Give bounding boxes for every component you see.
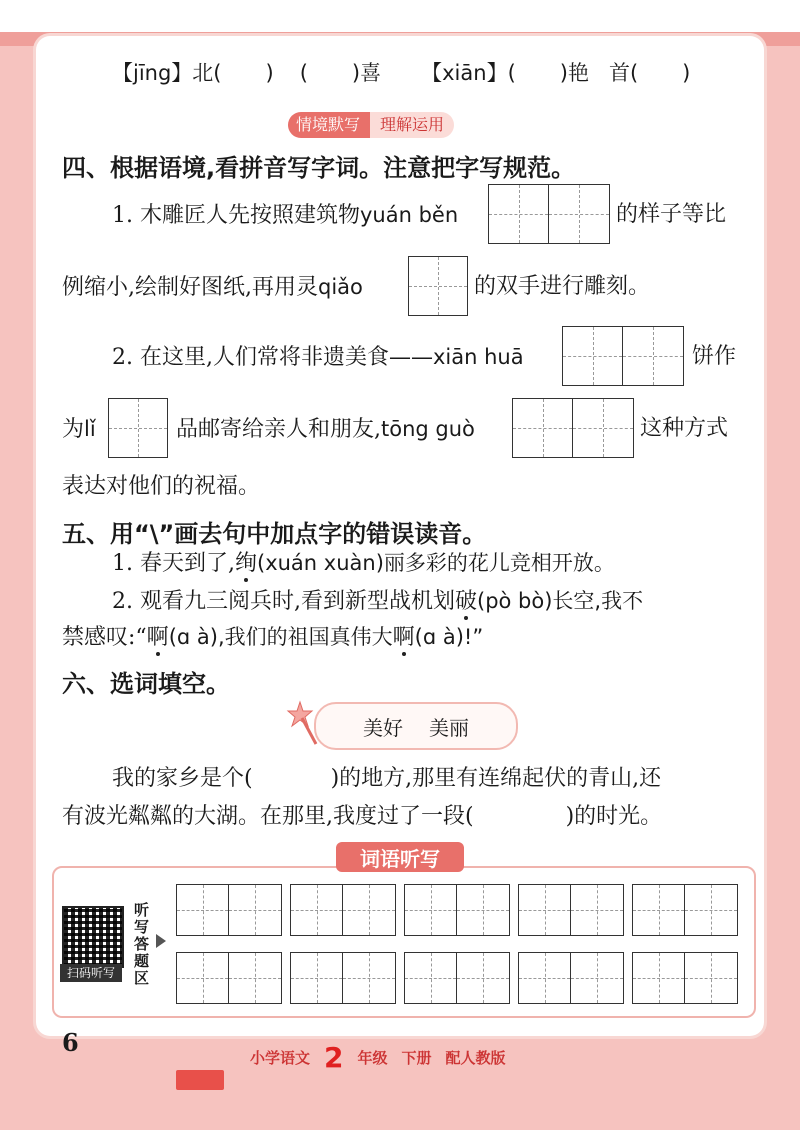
grid-cell[interactable] bbox=[633, 885, 685, 935]
text: 我的家乡是个( bbox=[112, 766, 253, 791]
pill-left: 情境默写 bbox=[288, 112, 370, 138]
footer-grade-number: 2 bbox=[324, 1040, 344, 1074]
section-pill bbox=[288, 112, 454, 138]
text: 有波光粼粼的大湖。在那里,我度过了一段( bbox=[62, 804, 474, 829]
answer-grid[interactable] bbox=[512, 398, 634, 458]
text: )艳 bbox=[559, 61, 589, 85]
grid-cell[interactable] bbox=[513, 399, 573, 457]
answer-grid[interactable] bbox=[108, 398, 168, 458]
text: 表达对他们的祝福。 bbox=[62, 474, 261, 499]
dictation-answer-grid[interactable] bbox=[290, 952, 396, 1004]
grid-cell[interactable] bbox=[571, 885, 623, 935]
s4-q2-line1 bbox=[112, 342, 524, 373]
footer-grade: 年级 bbox=[357, 1048, 388, 1067]
qr-code[interactable] bbox=[62, 906, 124, 968]
text: 1. 春天到了, bbox=[112, 551, 235, 576]
footer-term: 下册 bbox=[401, 1048, 432, 1067]
grid-cell[interactable] bbox=[685, 953, 737, 1003]
s4-q2-line2a bbox=[62, 414, 96, 445]
grid-cell[interactable] bbox=[457, 885, 509, 935]
footer-subject: 小学语文 bbox=[250, 1048, 311, 1067]
text: 1. 木雕匠人先按照建筑物 bbox=[112, 203, 360, 228]
dictation-answer-grid[interactable] bbox=[518, 952, 624, 1004]
pinyin: qiǎo bbox=[318, 275, 363, 299]
grid-cell[interactable] bbox=[563, 327, 623, 385]
pinyin: tōng guò bbox=[381, 417, 475, 441]
text: 饼作 bbox=[692, 344, 737, 369]
text: ( bbox=[299, 61, 308, 85]
text: 的双手进行雕刻。 bbox=[474, 274, 651, 299]
grid-cell[interactable] bbox=[549, 185, 609, 243]
dictation-answer-grid[interactable] bbox=[632, 884, 738, 936]
dotted-char: 啊 bbox=[146, 625, 169, 650]
s6-line2 bbox=[62, 802, 662, 832]
dictation-title: 词语听写 bbox=[336, 842, 464, 872]
s4-q1-line2 bbox=[62, 272, 363, 303]
grid-cell[interactable] bbox=[291, 885, 343, 935]
footer bbox=[250, 1042, 506, 1072]
grid-cell[interactable] bbox=[343, 953, 395, 1003]
dictation-answer-grid[interactable] bbox=[632, 952, 738, 1004]
word-option: 美丽 bbox=[429, 715, 469, 740]
s5-q2-line1 bbox=[112, 586, 643, 617]
grid-cell[interactable] bbox=[405, 885, 457, 935]
grid-cell[interactable] bbox=[633, 953, 685, 1003]
text: )的地方,那里有连绵起伏的青山,还 bbox=[330, 766, 662, 791]
grid-cell[interactable] bbox=[571, 953, 623, 1003]
text: (xuán xuàn)丽多彩的花儿竞相开放。 bbox=[257, 551, 615, 575]
text: 首( bbox=[608, 61, 639, 85]
grid-cell[interactable] bbox=[109, 399, 167, 457]
dotted-char: 绚 bbox=[234, 551, 257, 576]
text: 【xiān】( bbox=[421, 61, 516, 85]
page-number: 6 bbox=[62, 1028, 79, 1057]
pinyin: yuán běn bbox=[359, 203, 459, 227]
s6-line1 bbox=[112, 764, 661, 794]
dictation-answer-grid[interactable] bbox=[404, 952, 510, 1004]
answer-grid[interactable] bbox=[488, 184, 610, 244]
pinyin: xiān huā bbox=[432, 345, 524, 369]
s4-q2-line2b bbox=[176, 414, 475, 445]
dictation-answer-grid[interactable] bbox=[176, 884, 282, 936]
grid-cell[interactable] bbox=[229, 953, 281, 1003]
text: )的时光。 bbox=[565, 804, 663, 829]
answer-grid[interactable] bbox=[562, 326, 684, 386]
grid-cell[interactable] bbox=[405, 953, 457, 1003]
dictation-answer-grid[interactable] bbox=[290, 884, 396, 936]
dictation-vertical-label: 听写答题区 bbox=[134, 901, 150, 987]
grid-cell[interactable] bbox=[623, 327, 683, 385]
grid-cell[interactable] bbox=[489, 185, 549, 243]
grid-cell[interactable] bbox=[177, 885, 229, 935]
text: (pò bò)长空,我不 bbox=[477, 589, 644, 613]
text: (ɑ à),我们的祖国真伟大 bbox=[168, 625, 393, 649]
scan-label: 扫码听写 bbox=[60, 964, 122, 982]
arrow-right-icon bbox=[156, 934, 166, 948]
section6-heading: 六、选词填空。 bbox=[62, 670, 230, 698]
dotted-char: 破 bbox=[454, 589, 477, 614]
text: 【jīng】北( bbox=[112, 61, 222, 85]
grid-cell[interactable] bbox=[177, 953, 229, 1003]
pill-right: 理解运用 bbox=[370, 112, 454, 138]
footer-edition: 配人教版 bbox=[445, 1048, 506, 1067]
grid-cell[interactable] bbox=[573, 399, 633, 457]
grid-cell[interactable] bbox=[457, 953, 509, 1003]
text: 为 bbox=[62, 417, 85, 442]
text: ) bbox=[682, 61, 691, 85]
section4-heading: 四、根据语境,看拼音写字词。注意把字写规范。 bbox=[62, 154, 576, 182]
grid-cell[interactable] bbox=[343, 885, 395, 935]
top-line bbox=[112, 58, 690, 88]
dictation-answer-grid[interactable] bbox=[518, 884, 624, 936]
text: 的样子等比 bbox=[616, 202, 727, 227]
grid-cell[interactable] bbox=[409, 257, 467, 315]
text: 2. 观看九三阅兵时,看到新型战机划 bbox=[112, 589, 455, 614]
grid-cell[interactable] bbox=[229, 885, 281, 935]
bookmark-tab bbox=[176, 1070, 224, 1090]
dotted-char: 啊 bbox=[392, 625, 415, 650]
s5-q2-line2 bbox=[62, 622, 483, 653]
dictation-answer-grid[interactable] bbox=[404, 884, 510, 936]
s4-q1-line1 bbox=[112, 200, 458, 231]
text: (ɑ à)!” bbox=[414, 625, 484, 649]
word-choice-box bbox=[314, 702, 518, 750]
grid-cell[interactable] bbox=[519, 885, 571, 935]
grid-cell[interactable] bbox=[291, 953, 343, 1003]
grid-cell[interactable] bbox=[685, 885, 737, 935]
text: )喜 bbox=[351, 61, 382, 85]
word-option: 美好 bbox=[363, 715, 403, 740]
text: 这种方式 bbox=[640, 416, 729, 441]
section5-heading: 五、用“\”画去句中加点字的错误读音。 bbox=[62, 520, 487, 548]
text: 品邮寄给亲人和朋友, bbox=[176, 417, 381, 442]
text: ) bbox=[265, 61, 274, 85]
s5-q1 bbox=[112, 548, 615, 579]
dictation-answer-grid[interactable] bbox=[176, 952, 282, 1004]
pinyin: lǐ bbox=[84, 417, 96, 441]
text: 禁感叹:“ bbox=[62, 625, 147, 650]
text: 2. 在这里,人们常将非遗美食—— bbox=[112, 345, 433, 370]
grid-cell[interactable] bbox=[519, 953, 571, 1003]
text: 例缩小,绘制好图纸,再用灵 bbox=[62, 275, 318, 300]
answer-grid[interactable] bbox=[408, 256, 468, 316]
